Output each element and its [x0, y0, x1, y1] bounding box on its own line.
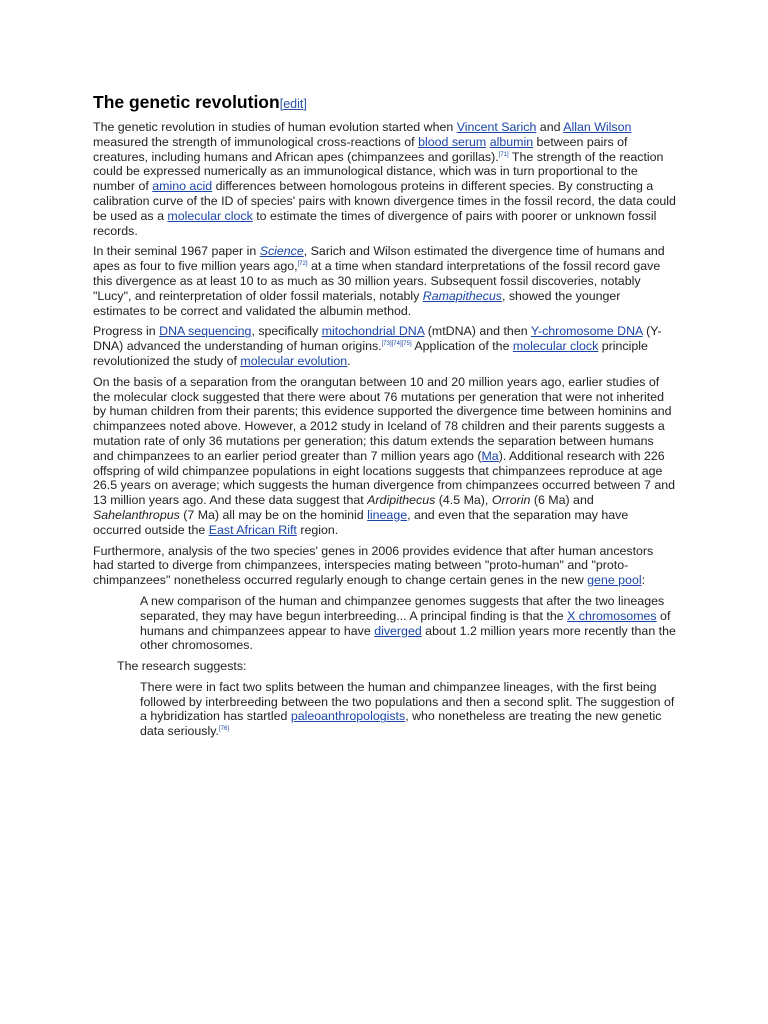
link-x-chromosomes[interactable]: X chromosomes [567, 608, 657, 623]
link-ma[interactable]: Ma [481, 448, 499, 463]
citation-73-75[interactable]: [73][74][75] [381, 341, 412, 348]
blockquote-2: There were in fact two splits between the human and chimpanzee lineages, with the first being followed by interbreeding between the two populations and then a second split. The suggestion of a hybridization has startled paleoanthropologists, who nonetheless are treating the new genetic data seriously.[76] [140, 679, 675, 739]
paragraph-1: The genetic revolution in studies of human evolution started when Vincent Sarich and Allan Wilson measured the strength of immunological cross-reactions of blood serum albumin between pairs of creatures, including humans and African apes (chimpanzees and gorillas).[71] The strength of the reaction could be expressed numerically as an immunological distance, which was in turn proportional to the number of amino acid differences between homologous proteins in different species. By constructing a calibration curve of the ID of species' pairs with known divergence times in the fossil record, the data could be used as a molecular clock to estimate the times of divergence of pairs with poorer or unknown fossil records. [93, 120, 676, 238]
section-heading [93, 90, 676, 116]
section-title: The genetic revolution [93, 92, 280, 112]
link-y-chromosome-dna[interactable]: Y-chromosome DNA [530, 324, 643, 339]
link-lineage[interactable]: lineage [367, 507, 408, 522]
link-diverged[interactable]: diverged [374, 623, 422, 638]
research-intro: The research suggests: [117, 659, 247, 674]
link-allan-wilson[interactable]: Allan Wilson [563, 120, 632, 134]
citation-76[interactable]: [76] [218, 726, 229, 733]
link-vincent-sarich[interactable]: Vincent Sarich [456, 120, 537, 134]
paragraph-4: On the basis of a separation from the orangutan between 10 and 20 million years ago, earlier studies of the molecular clock suggested that there were about 76 mutations per generation that were not inherited by human children from their parents; this evidence supported the divergence time between hominins and chimpanzees noted above. However, a 2012 study in Iceland of 78 children and their parents suggests a mutation rate of only 36 mutations per generation; this datum extends the separation between humans and chimpanzees to an earlier period greater than 7 million years ago (Ma). Additional research with 226 offspring of wild chimpanzee populations in eight locations suggests that chimpanzees reproduce at age 26.5 years on average; which suggests the human divergence from chimpanzees occurred between 7 and 13 million years ago. And these data suggest that Ardipithecus (4.5 Ma), Orrorin (6 Ma) and Sahelanthropus (7 Ma) all may be on the hominid lineage, and even that the separation may have occurred outside the East African Rift region. [93, 374, 676, 537]
paragraph-3: Progress in DNA sequencing, specifically mitochondrial DNA (mtDNA) and then Y-chromosome DNA (Y-DNA) advanced the understanding of human origins.[73][74][75] Application of the molecular clock principle revolutionized the study of molecular evolution. [93, 324, 662, 368]
link-dna-sequencing[interactable]: DNA sequencing [159, 324, 252, 339]
link-mitochondrial-dna[interactable]: mitochondrial DNA [321, 324, 425, 339]
link-ramapithecus[interactable]: Ramapithecus [422, 288, 502, 303]
edit-section-link-wrapper: [edit] [279, 97, 307, 111]
edit-section-link[interactable]: edit [283, 97, 304, 111]
citation-71[interactable]: [71] [498, 151, 509, 158]
link-science[interactable]: Science [259, 244, 304, 259]
paragraph-2: In their seminal 1967 paper in Science, Sarich and Wilson estimated the divergence time of humans and apes as four to five million years ago,[72] at a time when standard interpretations of the fossil record gave this divergence as at least 10 to as much as 30 million years. Subsequent fossil discoveries, notably "Lucy", and reinterpretation of older fossil materials, notably Ramapithecus, showed the younger estimates to be correct and validated the albumin method. [93, 244, 665, 318]
link-paleoanthropologists[interactable]: paleoanthropologists [290, 709, 406, 724]
link-albumin[interactable]: albumin [489, 134, 534, 149]
link-east-african-rift[interactable]: East African Rift [208, 522, 297, 537]
link-molecular-evolution[interactable]: molecular evolution [240, 353, 348, 368]
blockquote-1: A new comparison of the human and chimpanzee genomes suggests that after the two lineages separated, they may have begun interbreeding... A principal finding is that the X chromosomes of humans and chimpanzees appear to have diverged about 1.2 million years more recently than the other chromosomes. [140, 593, 676, 653]
link-gene-pool[interactable]: gene pool [587, 573, 642, 588]
paragraph-5: Furthermore, analysis of the two species' genes in 2006 provides evidence that after human ancestors had started to diverge from chimpanzees, interspecies mating between "proto-human" and "proto-chimpanzees" nonetheless occurred regularly enough to change certain genes in the new gene pool: [93, 543, 654, 588]
link-blood-serum[interactable]: blood serum [418, 134, 487, 149]
citation-72[interactable]: [72] [297, 261, 308, 268]
article-body [93, 90, 676, 745]
link-amino-acid[interactable]: amino acid [152, 179, 213, 194]
link-molecular-clock-2[interactable]: molecular clock [512, 339, 599, 354]
link-molecular-clock[interactable]: molecular clock [167, 208, 253, 223]
